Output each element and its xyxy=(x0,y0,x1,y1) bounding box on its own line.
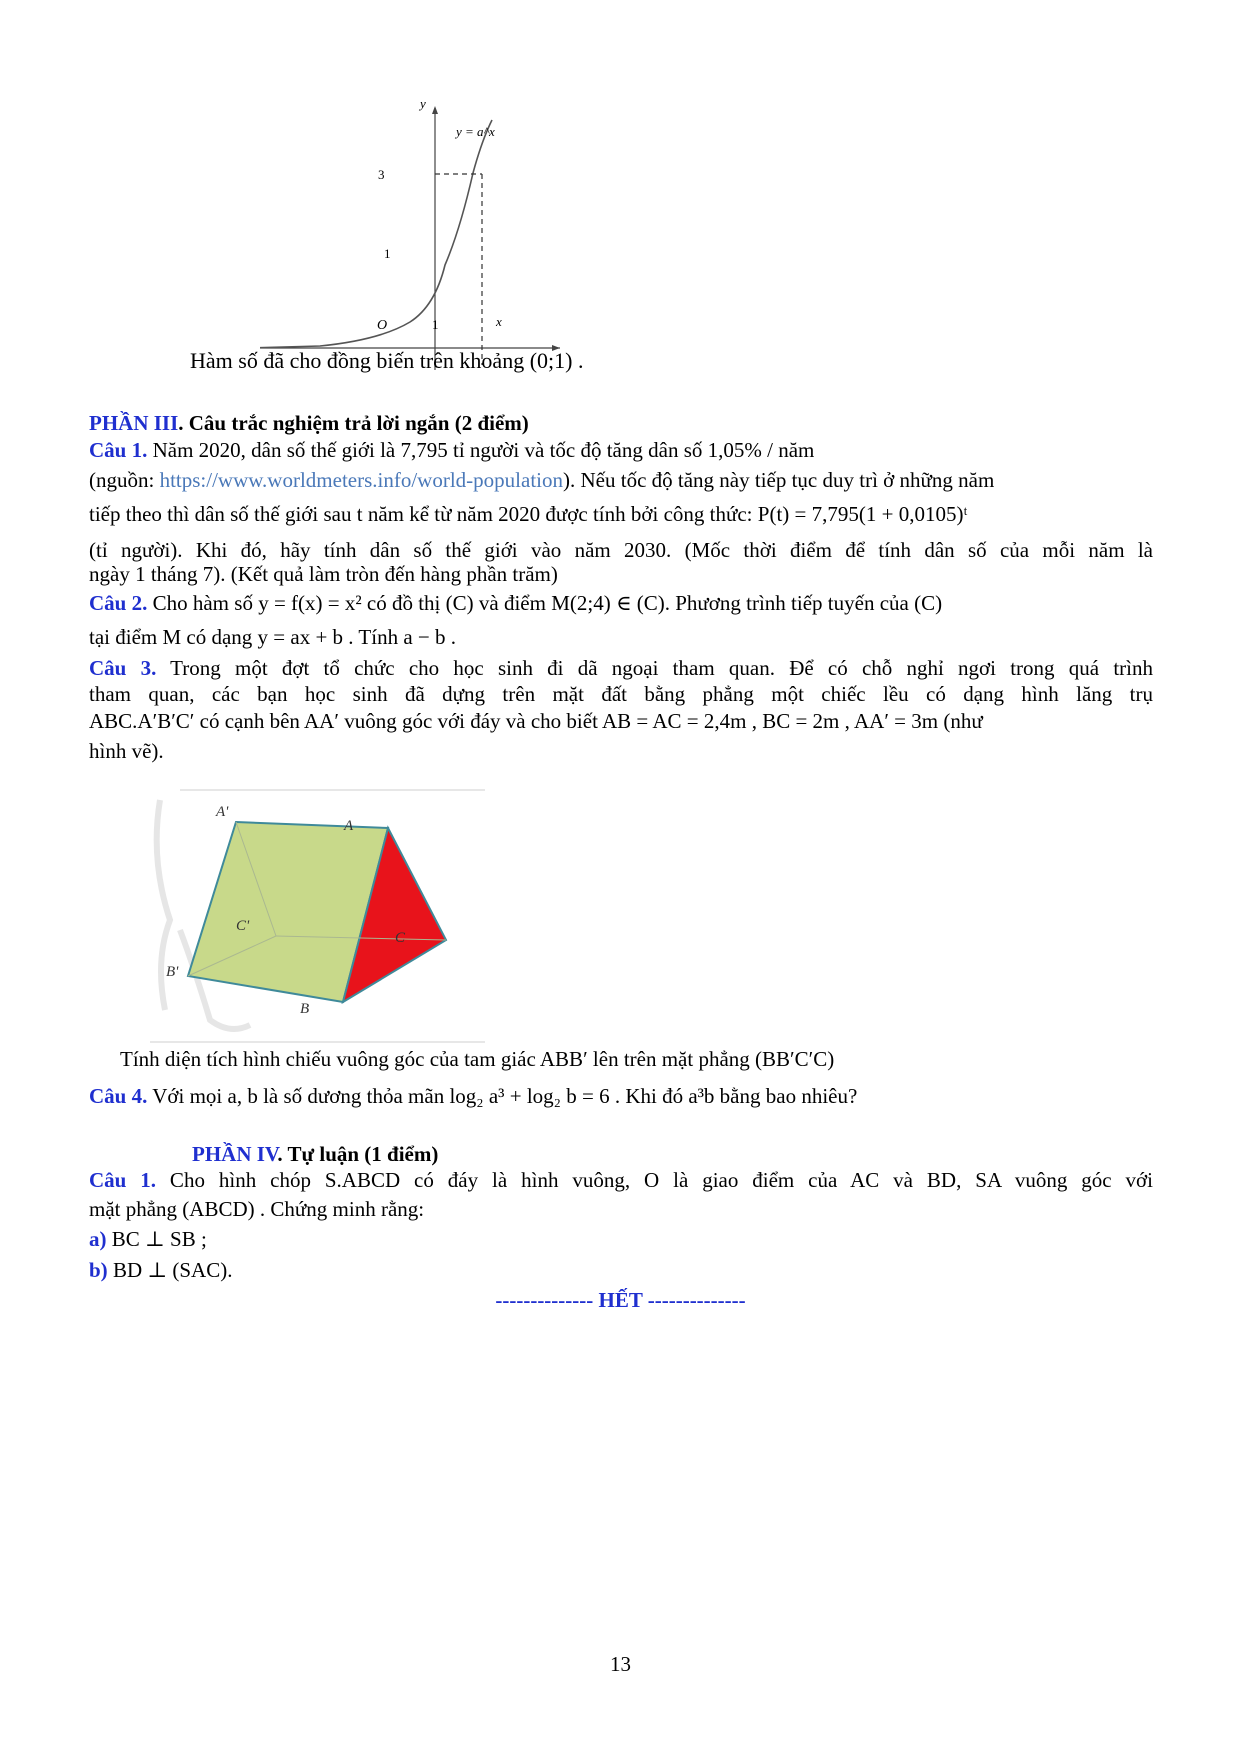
p4-q1-line-2: mặt phẳng (ABCD) . Chứng minh rằng: xyxy=(89,1197,425,1221)
tick-y-1: 1 xyxy=(384,246,391,261)
p4-q1-line-1 xyxy=(89,1166,1153,1194)
exponential-curve xyxy=(260,120,492,348)
q1-line-2-pre: (nguồn: xyxy=(89,468,160,492)
source-link[interactable]: https://www.worldmeters.info/world-population xyxy=(159,468,563,492)
end-marker: -------------- HẾT -------------- xyxy=(495,1288,746,1312)
x-axis-label: x xyxy=(496,314,502,329)
p4-q1-label: Câu 1. xyxy=(89,1168,157,1192)
part-a-text: BC ⊥ SB ; xyxy=(106,1227,207,1251)
part4-heading xyxy=(192,1140,1241,1168)
prism-illustration xyxy=(140,780,490,1050)
part-b-text: BD ⊥ (SAC). xyxy=(107,1258,233,1282)
part4-heading-text: . Tự luận (1 điểm) xyxy=(277,1142,439,1166)
part3-heading-text: . Câu trắc nghiệm trả lời ngắn (2 điểm) xyxy=(178,411,529,435)
vertex-A: A xyxy=(344,818,354,834)
q2-label: Câu 2. xyxy=(89,591,148,615)
graph-conclusion: Hàm số đã cho đồng biến trên khoảng (0;1) . xyxy=(190,348,584,373)
q3-line-4: hình vẽ). xyxy=(89,739,164,763)
q1-line-1-text: Năm 2020, dân số thế giới là 7,795 tỉ người và tốc độ tăng dân số 1,05% / năm xyxy=(147,438,815,462)
p4-q1-part-b xyxy=(89,1256,1153,1284)
q3-line-1-text: Trong một đợt tổ chức cho học sinh đi dã ngoại tham quan. Để có chỗ nghỉ ngơi trong quá trình xyxy=(156,656,1153,680)
page-number: 13 xyxy=(610,1652,631,1676)
vertex-C1: C' xyxy=(236,918,250,934)
q3-line-1 xyxy=(89,654,1153,682)
p4-q1-line-1-text: Cho hình chóp S.ABCD có đáy là hình vuông, O là giao điểm của AC và BD, SA vuông góc với xyxy=(156,1168,1153,1192)
q2-line-1-text: Cho hàm số y = f(x) = x² có đồ thị (C) và điểm M(2;4) ∈ (C). Phương trình tiếp tuyến của (C) xyxy=(147,591,943,615)
origin-label: O xyxy=(377,318,388,333)
exponential-graph xyxy=(260,100,570,375)
q1-line-3: tiếp theo thì dân số thế giới sau t năm kể từ năm 2020 được tính bởi công thức: P(t) = 7,795(1 + 0,0105)ᵗ xyxy=(89,502,968,526)
vertex-A1: A' xyxy=(216,804,229,820)
part3-heading xyxy=(89,409,1153,437)
vertex-C: C xyxy=(395,930,406,946)
tick-y-3: 3 xyxy=(378,167,385,182)
q4-label: Câu 4. xyxy=(89,1084,148,1108)
vertex-B: B xyxy=(300,1001,310,1017)
q2-line-1 xyxy=(89,589,1153,617)
q1-line-5: ngày 1 tháng 7). (Kết quả làm tròn đến hàng phần trăm) xyxy=(89,562,558,586)
y-axis-label: y xyxy=(420,100,426,111)
q4-line xyxy=(89,1082,1153,1110)
q1-label: Câu 1. xyxy=(89,438,148,462)
q3-label: Câu 3. xyxy=(89,656,157,680)
part-a-label: a) xyxy=(89,1227,107,1251)
q4-text: Với mọi a, b là số dương thỏa mãn log₂ a³ + log₂ b = 6 . Khi đó a³b bằng bao nhiêu? xyxy=(147,1084,858,1108)
part-b-label: b) xyxy=(89,1258,108,1282)
q3-line-3: ABC.A′B′C′ có cạnh bên AA′ vuông góc với đáy và cho biết AB = AC = 2,4m , BC = 2m , AA′ = 3m (như xyxy=(89,709,983,733)
vertex-B1: B' xyxy=(166,964,179,980)
part4-heading-label: PHẦN IV xyxy=(192,1142,278,1166)
curve-label: y = a^x xyxy=(456,124,495,139)
q1-line-4: (tỉ người). Khi đó, hãy tính dân số thế giới vào năm 2030. (Mốc thời điểm để tính dân số của mỗi năm là xyxy=(89,538,1153,562)
q1-line-2 xyxy=(89,466,1153,494)
q3-line-2: tham quan, các bạn học sinh đã dựng trên mặt đất bằng phẳng một chiếc lều có dạng hình lăng trụ xyxy=(89,682,1153,706)
p4-q1-part-a xyxy=(89,1225,1153,1253)
q1-line-1 xyxy=(89,436,1153,464)
tick-x-1: 1 xyxy=(432,317,439,332)
part3-heading-label: PHẦN III xyxy=(89,411,179,435)
q2-line-2: tại điểm M có dạng y = ax + b . Tính a − b . xyxy=(89,625,456,649)
q3-after-figure: Tính diện tích hình chiếu vuông góc của tam giác ABB′ lên trên mặt phẳng (BB′C′C) xyxy=(120,1047,835,1071)
q1-line-2-post: ). Nếu tốc độ tăng này tiếp tục duy trì ở những năm xyxy=(563,468,995,492)
